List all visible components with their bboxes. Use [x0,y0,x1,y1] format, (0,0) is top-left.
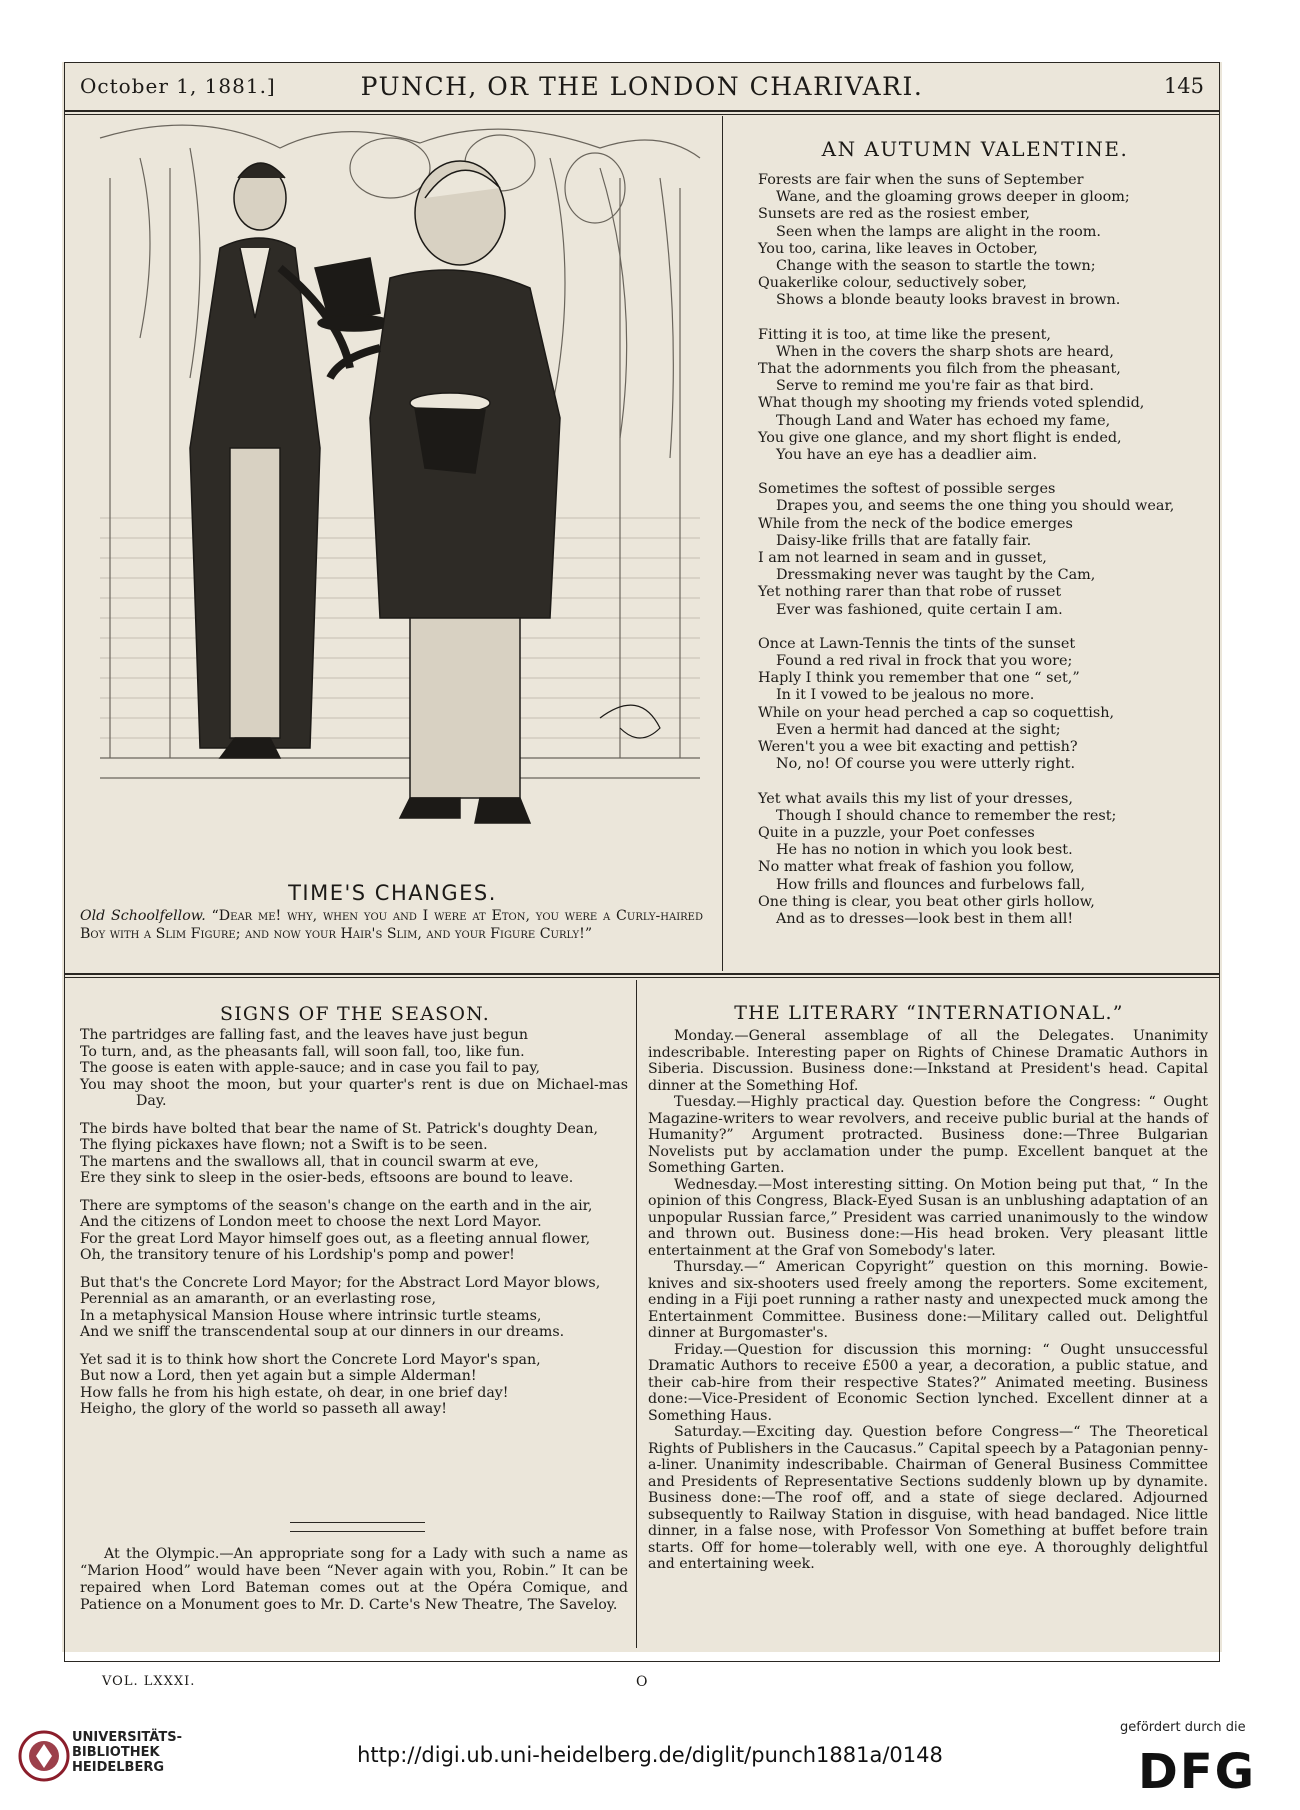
caption-speaker: Old Schoolfellow. [80,908,206,924]
poem-line: What though my shooting my friends voted splendid, [758,395,1145,412]
signs-line: There are symptoms of the season's change on the earth and in the air, [80,1197,593,1214]
section-rule [64,973,1220,975]
poem-line: Yet nothing rarer than that robe of russet [758,584,1062,601]
signs-line: You may shoot the moon, but your quarter's rent is due on Michael-mas Day. [80,1076,628,1109]
poem-line: Sunsets are red as the rosiest ember, [758,206,1031,223]
source-url-link[interactable]: http://digi.ub.uni-heidelberg.de/diglit/punch1881a/0148 [357,1743,943,1767]
signs-line: How falls he from his high estate, oh dear, in one brief day! [80,1384,509,1401]
header-rule-thin [64,114,1220,115]
poem-stanza [758,481,1210,619]
signs-line: The goose is eaten with apple-sauce; and in case you fail to pay, [80,1060,541,1076]
signature-mark: O [636,1674,648,1690]
poem-line: Seen when the lamps are alight in the room. [776,223,1102,240]
poem-line: When in the covers the sharp shots are heard, [776,343,1114,360]
literary-paragraph: Saturday.—Exciting day. Question before Congress—“ The Theoretical Rights of Publishers in the Caucasus.” Capital speech by a Patagonian penny-a-liner. Unanimity indescribable. Chairman of General Business Committee and Presidents of Representative Sections suddenly blown up by dynamite. Business done:—The roof off, and a state of siege declared. Adjourned subsequently to Railway Station in disguise, with head bandaged. Nice little dinner, in a false nose, with Professor Von Something at buffet before train starts. Off for home—tolerably well, with one eye. A thoroughly delightful and entertaining week. [648,1424,1208,1572]
column-rule-top [722,116,723,971]
signs-title: SIGNS OF THE SEASON. [220,1003,490,1025]
illustration-title: TIME'S CHANGES. [288,881,497,905]
signs-line: Ere they sink to sleep in the osier-beds, eftsoons are bound to leave. [80,1170,574,1186]
poem-line: In it I vowed to be jealous no more. [776,687,1035,704]
poem-line: Quite in a puzzle, your Poet confesses [758,824,1035,841]
library-name-line: HEIDELBERG [72,1760,165,1775]
literary-paragraph: Tuesday.—Highly practical day. Question before the Congress: “ Ought Magazine-writers to wear revolvers, and receive public burial at the hands of Humanity?” Argument protracted. Business done:—Three Bulgarian Novelists put by acclamation under the pump. Excellent banquet at the Something Garten. [648,1094,1208,1176]
cartoon-illustration [80,118,705,878]
signs-line: The partridges are falling fast, and the leaves have just begun [80,1027,529,1043]
header-date: October 1, 1881.] [80,74,276,98]
poem-line: While from the neck of the bodice emerges [758,515,1073,532]
poem-line: You too, carina, like leaves in October, [758,240,1038,257]
signs-line: To turn, and, as the pheasants fall, will soon fall, too, like fun. [80,1043,525,1060]
poem-stanza [758,327,1210,465]
library-name-line: UNIVERSITÄTS- [72,1730,182,1745]
poem-line: Dressmaking never was taught by the Cam, [776,567,1096,584]
poem-stanza [758,172,1210,310]
poem-line: Though I should chance to remember the rest; [776,807,1117,824]
poem-line: Fitting it is too, at time like the present, [758,326,1051,343]
poem-line: I am not learned in seam and in gusset, [758,550,1047,567]
poem-title: AN AUTUMN VALENTINE. [821,137,1129,161]
poem-line: He has no notion in which you look best. [776,842,1073,859]
signs-stanza [80,1352,628,1418]
signs-stanza [80,1027,628,1110]
section-rule-thin [64,977,1220,978]
caption-text: “Dear me! why, when you and I were at Eton, you were a Curly-haired Boy with a Slim Figure; and now your Hair's Slim, and your Figure Curly!” [80,908,703,942]
poem-body [758,172,1210,945]
illustration-caption [80,907,703,943]
signs-line: Perennial as an amaranth, or an everlasting rose, [80,1291,437,1307]
poem-line: Forests are fair when the suns of September [758,172,1084,188]
signs-stanza [80,1121,628,1187]
poem-line: Daisy-like frills that are fatally fair. [776,532,1032,549]
literary-body [648,1028,1208,1573]
poem-line: Even a hermit had danced at the sight; [776,721,1061,738]
poem-line: Found a red rival in frock that you wore; [776,653,1073,670]
signs-line: But now a Lord, then yet again but a simple Alderman! [80,1368,477,1384]
olympic-paragraph: At the Olympic.—An appropriate song for a Lady with such a name as “Marion Hood” would have been “Never again with you, Robin.” It can be repaired when Lord Bateman comes out at the Opéra Comique, and Patience on a Monument goes to Mr. D. Carte's New Theatre, The Saveloy. [80,1546,628,1613]
signs-line: Yet sad it is to think how short the Concrete Lord Mayor's span, [80,1351,541,1368]
poem-line: Though Land and Water has echoed my fame, [776,412,1111,429]
poem-line: Ever was fashioned, quite certain I am. [776,601,1063,618]
poem-line: That the adornments you filch from the pheasant, [758,361,1121,378]
poem-stanza [758,636,1210,774]
header-page-number: 145 [1163,74,1204,98]
signs-line: For the great Lord Mayor himself goes out, as a fleeting annual flower, [80,1230,591,1247]
poem-line: Weren't you a wee bit exacting and pettish? [758,739,1078,756]
poem-line: Once at Lawn-Tennis the tints of the sunset [758,635,1076,652]
signs-line: And we sniff the transcendental soup at our dinners in our dreams. [80,1324,565,1340]
dfg-logo: DFG [1138,1744,1257,1800]
poem-line: Shows a blonde beauty looks bravest in brown. [776,292,1121,309]
poem-line: Quakerlike colour, seductively sober, [758,275,1027,292]
poem-line: Drapes you, and seems the one thing you should wear, [776,498,1175,515]
signs-line: The birds have bolted that bear the name of St. Patrick's doughty Dean, [80,1120,599,1137]
signs-line: Oh, the transitory tenure of his Lordship's pomp and power! [80,1247,515,1263]
volume-label: VOL. LXXXI. [102,1674,196,1689]
poem-line: Yet what avails this my list of your dresses, [758,790,1073,807]
page-header [80,74,1204,108]
signs-line: And the citizens of London meet to choose the next Lord Mayor. [80,1214,542,1230]
poem-line: No, no! Of course you were utterly right. [776,756,1076,773]
library-name-line: BIBLIOTHEK [72,1745,160,1760]
poem-line: You have an eye has a deadlier aim. [776,447,1038,464]
poem-line: Serve to remind me you're fair as that bird. [776,378,1094,395]
signs-line: The martens and the swallows all, that in council swarm at eve, [80,1153,539,1170]
header-rule [64,110,1220,112]
poem-stanza [758,791,1210,929]
poem-line: One thing is clear, you beat other girls hollow, [758,893,1095,910]
poem-line: How frills and flounces and furbelows fall, [776,876,1086,893]
poem-line: You give one glance, and my short flight is ended, [758,429,1122,446]
poem-line: No matter what freak of fashion you follow, [758,859,1075,876]
literary-paragraph: Friday.—Question for discussion this morning: “ Ought unsuccessful Dramatic Authors to receive £500 a year, a decoration, a public statue, and their cab-hire from their respective States?” Animated meeting. Business done:—Vice-President of Economic Section lynched. Excellent dinner at a Something Haus. [648,1341,1208,1424]
signs-stanza [80,1275,628,1341]
divider-ornament [290,1522,425,1532]
signs-line: But that's the Concrete Lord Mayor; for the Abstract Lord Mayor blows, [80,1274,601,1291]
literary-title: THE LITERARY “INTERNATIONAL.” [734,1002,1124,1024]
literary-paragraph: Thursday.—“ American Copyright” question on this morning. Bowie-knives and six-shooters used freely among the reporters. Some excitement, ending in a Fiji poet running a rather nasty and unexpected muck among the Entertainment Committee. Business done:—Military called out. Delightful dinner at Burgomaster's. [648,1259,1208,1341]
poem-line: Haply I think you remember that one “ set,” [758,670,1080,687]
signs-line: In a metaphysical Mansion House where intrinsic turtle steams, [80,1307,542,1324]
signs-stanza [80,1198,628,1264]
poem-line: Sometimes the softest of possible serges [758,481,1056,498]
signs-line: Heigho, the glory of the world so passeth all away! [80,1401,447,1417]
poem-line: While on your head perched a cap so coquettish, [758,704,1115,721]
sponsor-text: gefördert durch die [1120,1720,1246,1735]
signs-poem [80,1027,628,1429]
literary-paragraph: Wednesday.—Most interesting sitting. On Motion being put that, “ In the opinion of this Congress, Black-Eyed Susan is an unblushing adaptation of an unpopular Russian farce,” President was carried unanimously to the window and thrown out. Business done:—His head broken. Very pleasant little entertainment at the Graf von Somebody's later. [648,1176,1208,1259]
header-title: PUNCH, OR THE LONDON CHARIVARI. [360,72,924,101]
literary-paragraph: Monday.—General assemblage of all the Delegates. Unanimity indescribable. Interesting paper on Rights of Chinese Dramatic Authors in Siberia. Discussion. Business done:—Inkstand at President's head. Capital dinner at the Something Hof. [648,1028,1208,1094]
column-rule-bottom [636,980,637,1648]
signs-line: The flying pickaxes have flown; not a Swift is to be seen. [80,1137,488,1153]
poem-line: Wane, and the gloaming grows deeper in gloom; [776,189,1130,206]
poem-line: And as to dresses—look best in them all! [776,910,1074,927]
poem-line: Change with the season to startle the town; [776,258,1096,275]
